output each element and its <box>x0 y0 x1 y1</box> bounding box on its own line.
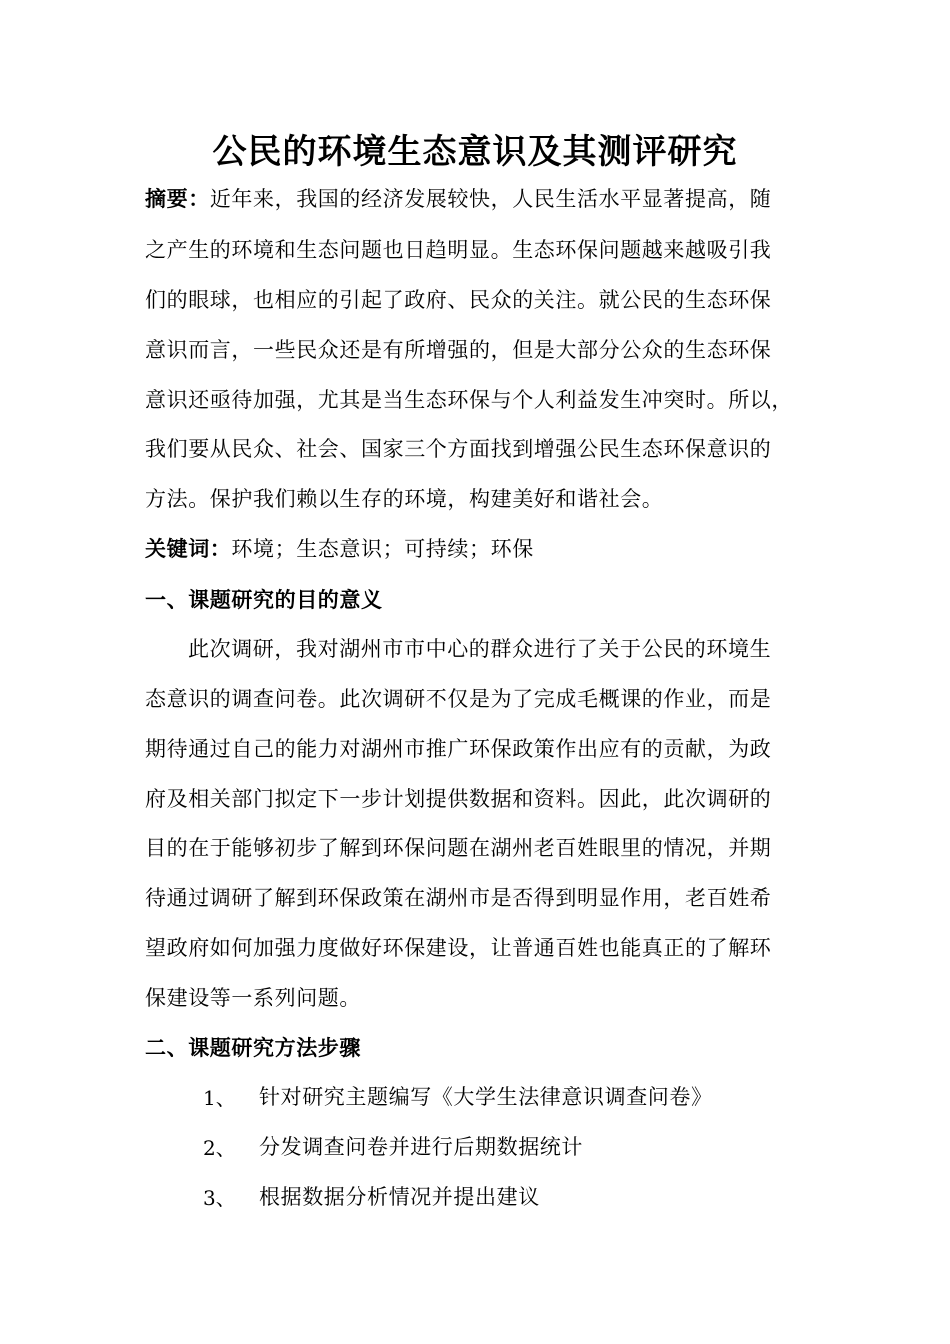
abstract-line-4: 意识而言，一些民众还是有所增强的，但是大部分公众的生态环保 <box>145 338 772 362</box>
abstract-label: 摘要： <box>145 186 210 211</box>
step-text: 针对研究主题编写《大学生法律意识调查问卷》 <box>259 1085 713 1109</box>
abstract-line-7: 方法。保护我们赖以生存的环境，构建美好和谐社会。 <box>145 487 664 511</box>
section-heading-method: 二、课题研究方法步骤 <box>145 1035 361 1060</box>
step-text: 分发调查问卷并进行后期数据统计 <box>259 1135 583 1159</box>
section-heading-purpose: 一、课题研究的目的意义 <box>145 587 383 612</box>
keywords-label: 关键词： <box>145 536 232 561</box>
step-text: 根据数据分析情况并提出建议 <box>259 1185 540 1209</box>
section1-line-6: 待通过调研了解到环保政策在湖州市是否得到明显作用，老百姓希 <box>145 886 772 910</box>
section1-line-1: 此次调研，我对湖州市市中心的群众进行了关于公民的环境生 <box>188 637 772 661</box>
step-number: 1、 <box>203 1086 236 1110</box>
abstract-line-1 <box>145 184 815 214</box>
abstract-line-6: 我们要从民众、社会、国家三个方面找到增强公民生态环保意识的 <box>145 437 772 461</box>
section1-line-8: 保建设等一系列问题。 <box>145 986 361 1010</box>
keywords-text: 环境；生态意识；可持续；环保 <box>231 537 534 561</box>
abstract-line-3: 们的眼球，也相应的引起了政府、民众的关注。就公民的生态环保 <box>145 288 772 312</box>
abstract-line-2: 之产生的环境和生态问题也日趋明显。生态环保问题越来越吸引我 <box>145 238 772 262</box>
abstract-line-5: 意识还亟待加强，尤其是当生态环保与个人利益发生冲突时。所以， <box>145 388 793 412</box>
abstract-text: 近年来，我国的经济发展较快，人民生活水平显著提高，随 <box>209 187 772 211</box>
step-number: 2、 <box>203 1136 236 1160</box>
document-title: 公民的环境生态意识及其测评研究 <box>212 132 738 172</box>
keywords-line <box>145 534 815 564</box>
section1-line-2: 态意识的调查问卷。此次调研不仅是为了完成毛概课的作业，而是 <box>145 687 772 711</box>
section1-line-4: 府及相关部门拟定下一步计划提供数据和资料。因此，此次调研的 <box>145 787 772 811</box>
section1-line-5: 目的在于能够初步了解到环保问题在湖州老百姓眼里的情况，并期 <box>145 836 772 860</box>
step-number: 3、 <box>203 1186 236 1210</box>
section1-line-3: 期待通过自己的能力对湖州市推广环保政策作出应有的贡献，为政 <box>145 737 772 761</box>
section1-line-7: 望政府如何加强力度做好环保建设，让普通百姓也能真正的了解环 <box>145 936 772 960</box>
